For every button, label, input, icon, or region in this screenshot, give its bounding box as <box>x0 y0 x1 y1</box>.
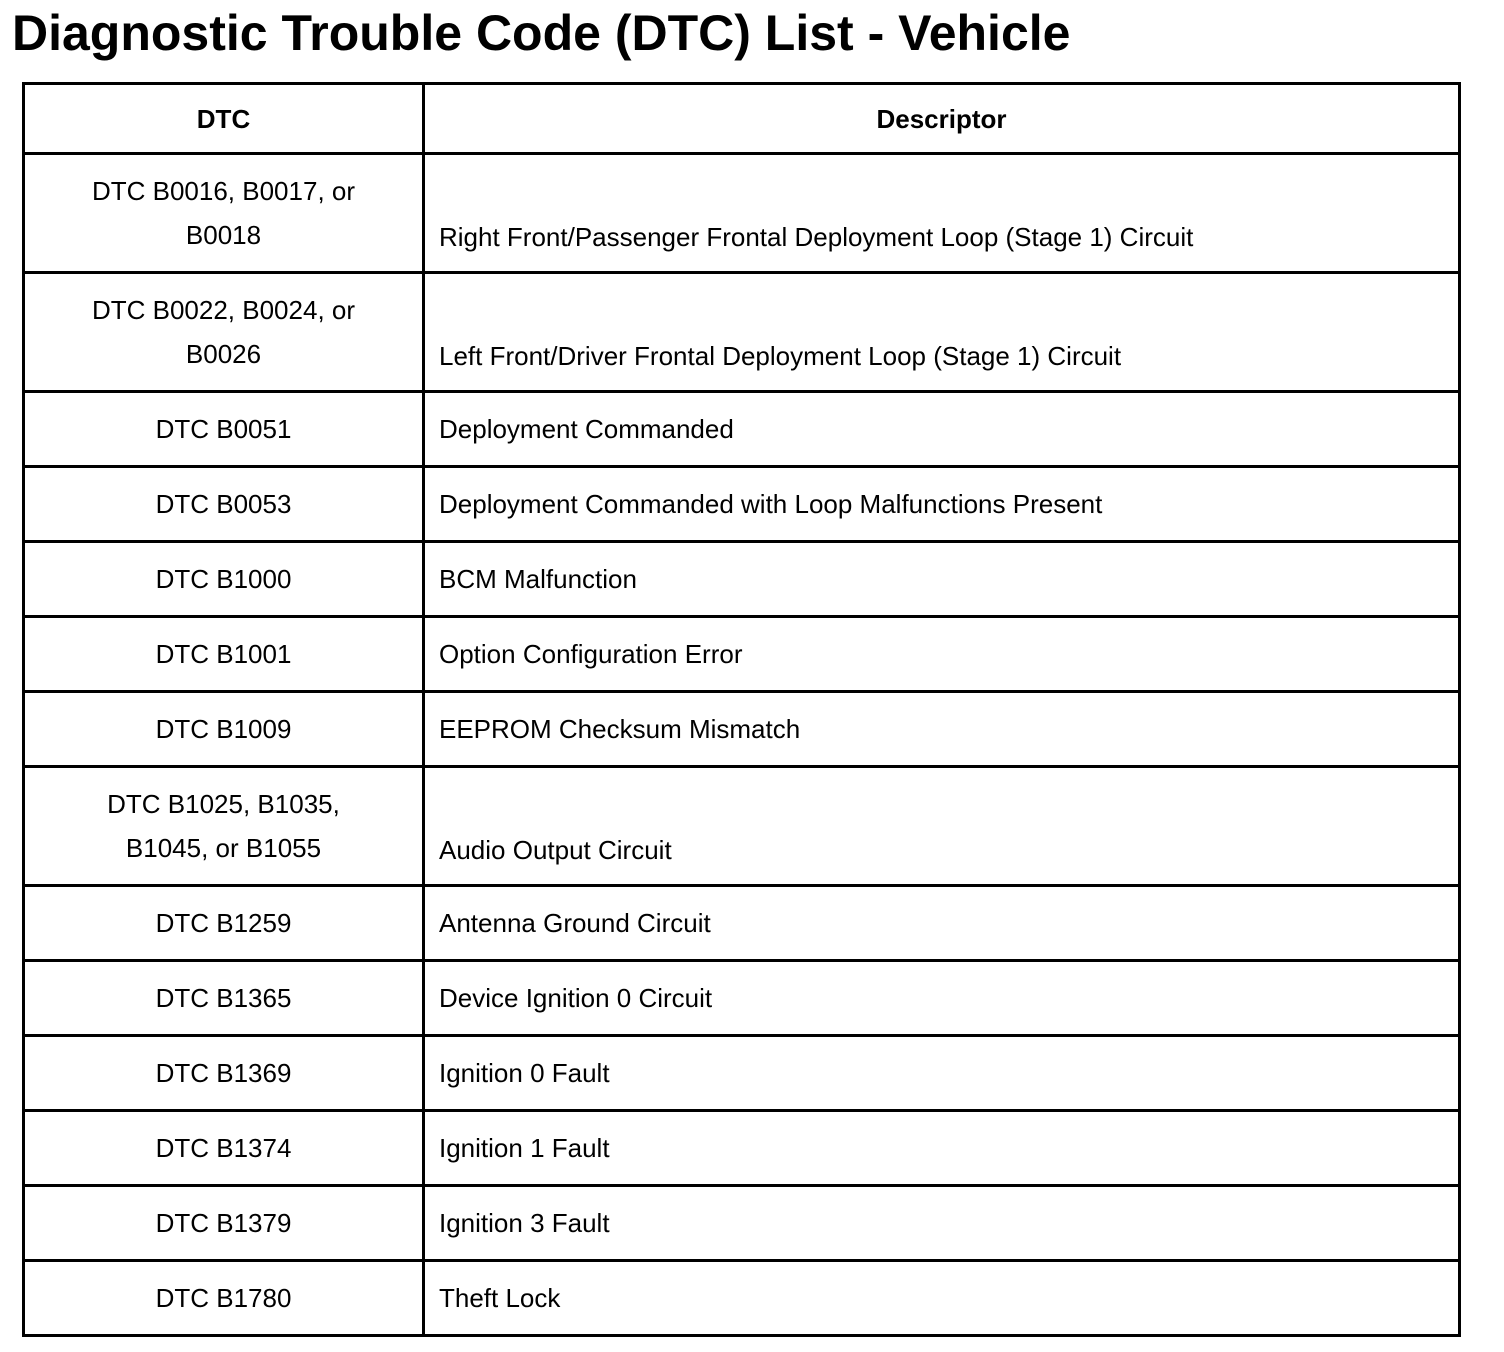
descriptor-cell: Deployment Commanded <box>424 392 1460 467</box>
descriptor-cell: Device Ignition 0 Circuit <box>424 961 1460 1036</box>
table-row <box>24 617 1460 692</box>
descriptor-cell: Ignition 3 Fault <box>424 1186 1460 1261</box>
descriptor-cell: Left Front/Driver Frontal Deployment Loop (Stage 1) Circuit <box>424 273 1460 392</box>
dtc-cell: DTC B1000 <box>24 542 424 617</box>
descriptor-cell: EEPROM Checksum Mismatch <box>424 692 1460 767</box>
dtc-column-header: DTC <box>24 84 424 154</box>
descriptor-cell: Theft Lock <box>424 1261 1460 1336</box>
dtc-cell: DTC B1365 <box>24 961 424 1036</box>
dtc-cell: DTC B1780 <box>24 1261 424 1336</box>
table-row <box>24 692 1460 767</box>
table-row <box>24 1111 1460 1186</box>
table-row <box>24 886 1460 961</box>
dtc-cell: DTC B1025, B1035, B1045, or B1055 <box>24 767 424 886</box>
table-header-row <box>24 84 1460 154</box>
descriptor-cell: Ignition 0 Fault <box>424 1036 1460 1111</box>
table-row <box>24 961 1460 1036</box>
dtc-cell: DTC B1369 <box>24 1036 424 1111</box>
descriptor-column-header: Descriptor <box>424 84 1460 154</box>
dtc-cell: DTC B0051 <box>24 392 424 467</box>
table-row <box>24 1261 1460 1336</box>
descriptor-cell: Ignition 1 Fault <box>424 1111 1460 1186</box>
table-row <box>24 1036 1460 1111</box>
descriptor-cell: Antenna Ground Circuit <box>424 886 1460 961</box>
table-row <box>24 542 1460 617</box>
dtc-cell: DTC B1001 <box>24 617 424 692</box>
table-row <box>24 767 1460 886</box>
descriptor-cell: Deployment Commanded with Loop Malfunctions Present <box>424 467 1460 542</box>
descriptor-cell: Audio Output Circuit <box>424 767 1460 886</box>
dtc-cell: DTC B1374 <box>24 1111 424 1186</box>
table-row <box>24 154 1460 273</box>
table-row <box>24 273 1460 392</box>
dtc-cell: DTC B1259 <box>24 886 424 961</box>
table-row <box>24 392 1460 467</box>
table-row <box>24 467 1460 542</box>
descriptor-cell: BCM Malfunction <box>424 542 1460 617</box>
dtc-cell: DTC B0053 <box>24 467 424 542</box>
dtc-cell: DTC B1009 <box>24 692 424 767</box>
table-row <box>24 1186 1460 1261</box>
dtc-cell: DTC B0016, B0017, or B0018 <box>24 154 424 273</box>
page-title: Diagnostic Trouble Code (DTC) List - Vehicle <box>12 5 1071 61</box>
dtc-cell: DTC B1379 <box>24 1186 424 1261</box>
dtc-table <box>22 82 1461 1337</box>
descriptor-cell: Option Configuration Error <box>424 617 1460 692</box>
descriptor-cell: Right Front/Passenger Frontal Deployment Loop (Stage 1) Circuit <box>424 154 1460 273</box>
dtc-cell: DTC B0022, B0024, or B0026 <box>24 273 424 392</box>
